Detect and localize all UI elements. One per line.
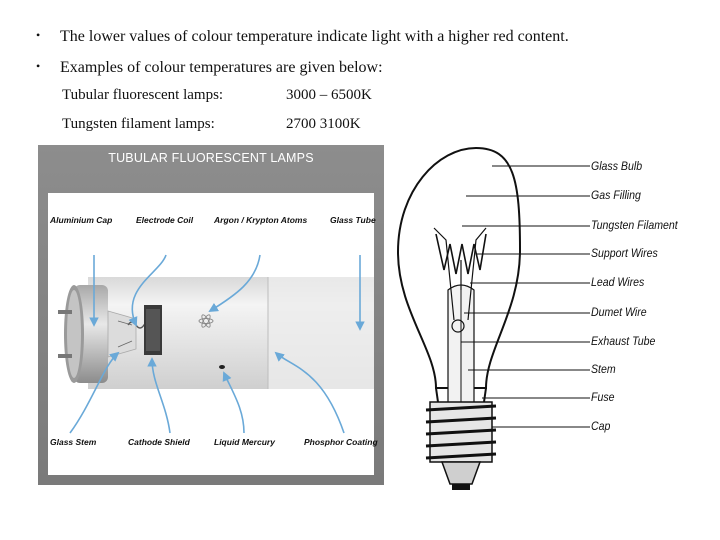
label-electrode-coil: Electrode Coil: [136, 215, 194, 225]
label-aluminium-cap: Aluminium Cap: [50, 215, 113, 225]
bullet-examples: [36, 56, 383, 78]
label-glass-bulb: Glass Bulb: [591, 159, 643, 173]
fluorescent-title: TUBULAR FLUORESCENT LAMPS: [108, 151, 314, 165]
pin-bottom: [58, 354, 72, 358]
example-tungsten: [62, 114, 361, 134]
label-liquid-mercury: Liquid Mercury: [214, 437, 275, 447]
label-lead-wires: Lead Wires: [591, 275, 645, 289]
fluorescent-tube-illustration: [48, 193, 374, 475]
incandescent-bulb-diagram: [386, 140, 596, 495]
label-gas-filling: Gas Filling: [591, 188, 641, 202]
label-dumet-wire: Dumet Wire: [591, 305, 647, 319]
bullet-marker: •: [36, 28, 41, 42]
pin-top: [58, 310, 72, 314]
bullet-text: Examples of colour temperatures are given below:: [60, 59, 383, 76]
label-exhaust-tube: Exhaust Tube: [591, 334, 656, 348]
cap-threads: [426, 402, 496, 490]
label-cathode-shield: Cathode Shield: [128, 437, 190, 447]
label-cap: Cap: [591, 419, 611, 433]
glass-stem-shape: [108, 311, 136, 357]
label-fuse: Fuse: [591, 390, 615, 404]
bullet-text: The lower values of colour temperature indicate light with a higher red content.: [60, 28, 569, 45]
label-stem: Stem: [591, 362, 616, 376]
label-support-wires: Support Wires: [591, 246, 658, 260]
fluorescent-lamp-diagram: [38, 145, 384, 485]
example-fluorescent: [62, 85, 372, 105]
example-value: 2700 3100K: [286, 116, 361, 132]
bullet-colour-temperature: [36, 25, 569, 47]
example-label: Tubular fluorescent lamps:: [62, 87, 224, 103]
bullet-marker: •: [36, 59, 41, 73]
label-argon-krypton-atoms: Argon / Krypton Atoms: [214, 215, 308, 225]
mercury-droplet: [219, 365, 225, 369]
example-label: Tungsten filament lamps:: [62, 116, 215, 132]
fluorescent-illustration-area: [48, 193, 378, 475]
label-tungsten-filament: Tungsten Filament: [591, 218, 678, 232]
label-glass-tube: Glass Tube: [330, 215, 376, 225]
phosphor-section: [268, 277, 374, 389]
label-phosphor-coating: Phosphor Coating: [304, 437, 378, 447]
label-glass-stem: Glass Stem: [50, 437, 97, 447]
example-value: 3000 – 6500K: [286, 87, 372, 103]
